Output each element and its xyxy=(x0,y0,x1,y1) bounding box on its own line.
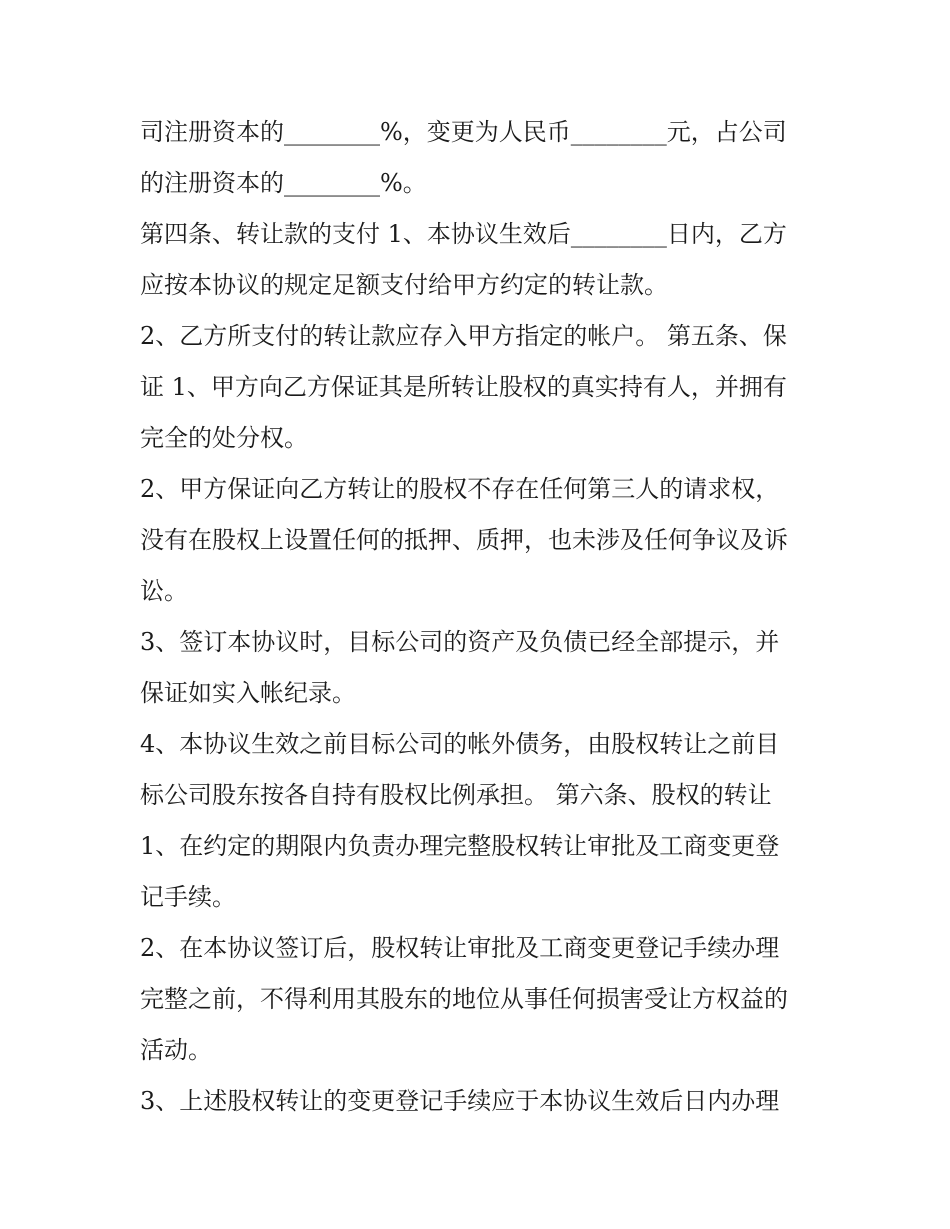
text-line: 4、本协议生效之前目标公司的帐外债务，由股权转让之前目 xyxy=(140,730,780,758)
document-body xyxy=(140,107,820,1127)
text-line: 讼。 xyxy=(140,577,188,605)
text-line: 完全的处分权。 xyxy=(140,424,308,452)
text-line: 标公司股东按各自持有股权比例承担。 第六条、股权的转让 xyxy=(140,781,772,809)
text-line: 活动。 xyxy=(140,1036,212,1064)
text-line: 没有在股权上设置任何的抵押、质押，也未涉及任何争议及诉 xyxy=(140,526,788,554)
text-line: 2、乙方所支付的转让款应存入甲方指定的帐户。 第五条、保 xyxy=(140,322,787,350)
text-line: 第四条、转让款的支付 1、本协议生效后________日内，乙方 xyxy=(140,220,787,248)
text-line: 2、甲方保证向乙方转让的股权不存在任何第三人的请求权， xyxy=(140,475,780,503)
text-line: 的注册资本的________%。 xyxy=(140,169,427,197)
text-line: 保证如实入帐纪录。 xyxy=(140,679,356,707)
text-line: 3、签订本协议时，目标公司的资产及负债已经全部提示，并 xyxy=(140,628,780,656)
text-line: 证 1、甲方向乙方保证其是所转让股权的真实持有人，并拥有 xyxy=(140,373,787,401)
text-line: 应按本协议的规定足额支付给甲方约定的转让款。 xyxy=(140,271,668,299)
text-line: 3、上述股权转让的变更登记手续应于本协议生效后日内办理 xyxy=(140,1087,780,1115)
text-line: 2、在本协议签订后，股权转让审批及工商变更登记手续办理 xyxy=(140,934,780,962)
text-line: 记手续。 xyxy=(140,883,236,911)
text-line: 司注册资本的________%，变更为人民币________元，占公司 xyxy=(140,118,787,146)
text-line: 1、在约定的期限内负责办理完整股权转让审批及工商变更登 xyxy=(140,832,780,860)
text-line: 完整之前，不得利用其股东的地位从事任何损害受让方权益的 xyxy=(140,985,788,1013)
